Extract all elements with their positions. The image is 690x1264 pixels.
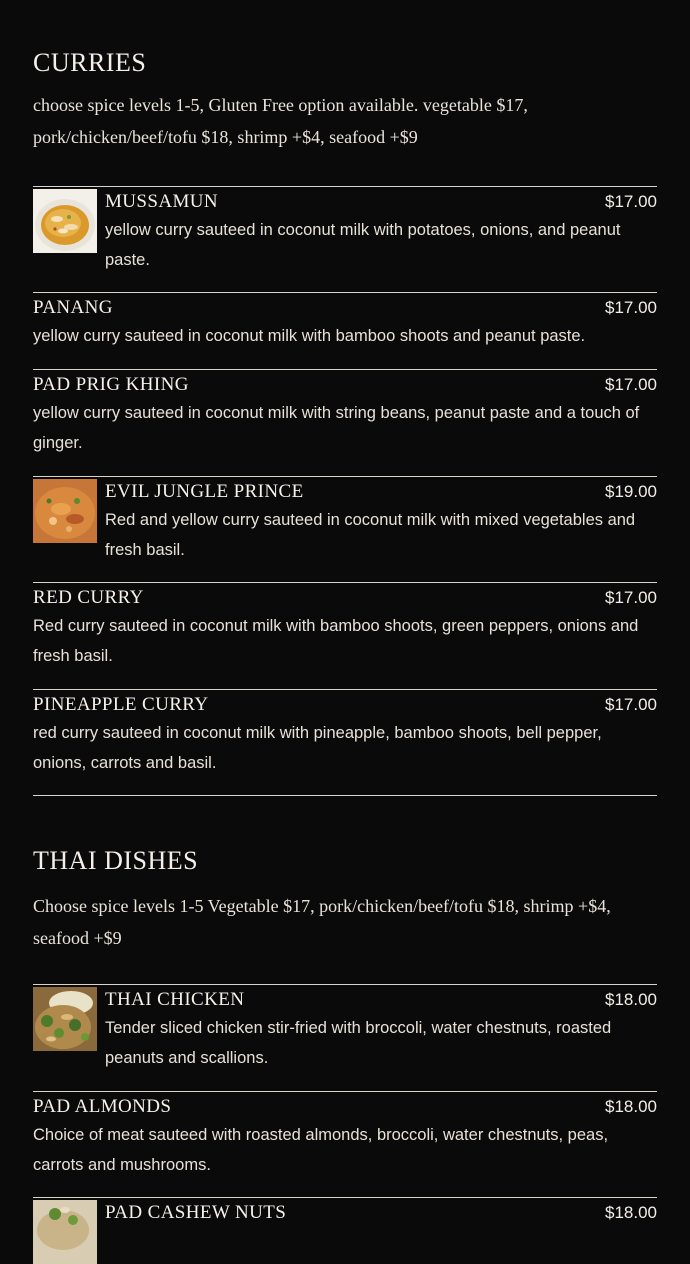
item-name: PINEAPPLE CURRY bbox=[33, 694, 209, 715]
section-description: Choose spice levels 1-5 Vegetable $17, pork/chicken/beef/tofu $18, shrimp +$4, seafood +$9 bbox=[33, 896, 611, 948]
menu-item-pineapple-curry[interactable] bbox=[33, 689, 657, 778]
item-price: $17.00 bbox=[605, 588, 657, 607]
menu-item-pad-almonds[interactable] bbox=[33, 1091, 657, 1180]
menu-item-red-curry[interactable] bbox=[33, 582, 657, 671]
item-name: PAD CASHEW NUTS bbox=[105, 1202, 287, 1223]
item-name: RED CURRY bbox=[33, 587, 144, 608]
item-description: yellow curry sauteed in coconut milk with bamboo shoots and peanut paste. bbox=[33, 327, 586, 345]
item-price: $17.00 bbox=[605, 375, 657, 394]
curry-bowl-photo bbox=[33, 189, 97, 253]
chicken-broccoli-photo bbox=[33, 987, 97, 1051]
item-name: PAD ALMONDS bbox=[33, 1096, 172, 1117]
item-description: Tender sliced chicken stir-fried with broccoli, water chestnuts, roasted peanuts and scallions. bbox=[105, 1019, 612, 1067]
item-name: MUSSAMUN bbox=[105, 191, 219, 212]
menu-item-pad-prig-khing[interactable] bbox=[33, 369, 657, 458]
item-description: Red curry sauteed in coconut milk with bamboo shoots, green peppers, onions and fresh basil. bbox=[33, 617, 639, 665]
item-name: PAD PRIG KHING bbox=[33, 374, 189, 395]
item-description: red curry sauteed in coconut milk with pineapple, bamboo shoots, bell pepper, onions, carrots and basil. bbox=[33, 724, 602, 772]
item-description: Red and yellow curry sauteed in coconut milk with mixed vegetables and fresh basil. bbox=[105, 511, 636, 559]
menu-item-evil-jungle-prince[interactable] bbox=[33, 476, 657, 565]
item-price: $18.00 bbox=[605, 1097, 657, 1116]
item-price: $18.00 bbox=[605, 1203, 657, 1222]
item-price: $17.00 bbox=[605, 298, 657, 317]
cashew-dish-photo bbox=[33, 1200, 97, 1264]
menu-item-pad-cashew-nuts[interactable] bbox=[33, 1197, 657, 1264]
section-title: CURRIES bbox=[33, 48, 147, 77]
item-description: Choice of meat sauteed with roasted almonds, broccoli, water chestnuts, peas, carrots and mushrooms. bbox=[33, 1126, 609, 1174]
item-price: $17.00 bbox=[605, 695, 657, 714]
red-curry-photo bbox=[33, 479, 97, 543]
item-description: yellow curry sauteed in coconut milk with string beans, peanut paste and a touch of ginger. bbox=[33, 404, 640, 452]
item-price: $17.00 bbox=[605, 192, 657, 211]
section-title: THAI DISHES bbox=[33, 846, 199, 875]
item-name: THAI CHICKEN bbox=[105, 989, 245, 1010]
menu-item-thai-chicken[interactable] bbox=[33, 984, 657, 1073]
item-name: EVIL JUNGLE PRINCE bbox=[105, 481, 304, 502]
section-curries bbox=[33, 48, 657, 153]
item-price: $19.00 bbox=[605, 482, 657, 501]
section-description: choose spice levels 1-5, Gluten Free option available. vegetable $17, pork/chicken/beef/tofu $18, shrimp +$4, seafood +$9 bbox=[33, 95, 528, 147]
menu-item-mussamun[interactable] bbox=[33, 186, 657, 275]
menu-item-panang[interactable] bbox=[33, 292, 657, 351]
item-name: PANANG bbox=[33, 297, 113, 318]
item-price: $18.00 bbox=[605, 990, 657, 1009]
section-thai-dishes bbox=[33, 846, 657, 954]
section-divider bbox=[33, 795, 657, 796]
item-description: yellow curry sauteed in coconut milk with potatoes, onions, and peanut paste. bbox=[105, 221, 621, 269]
